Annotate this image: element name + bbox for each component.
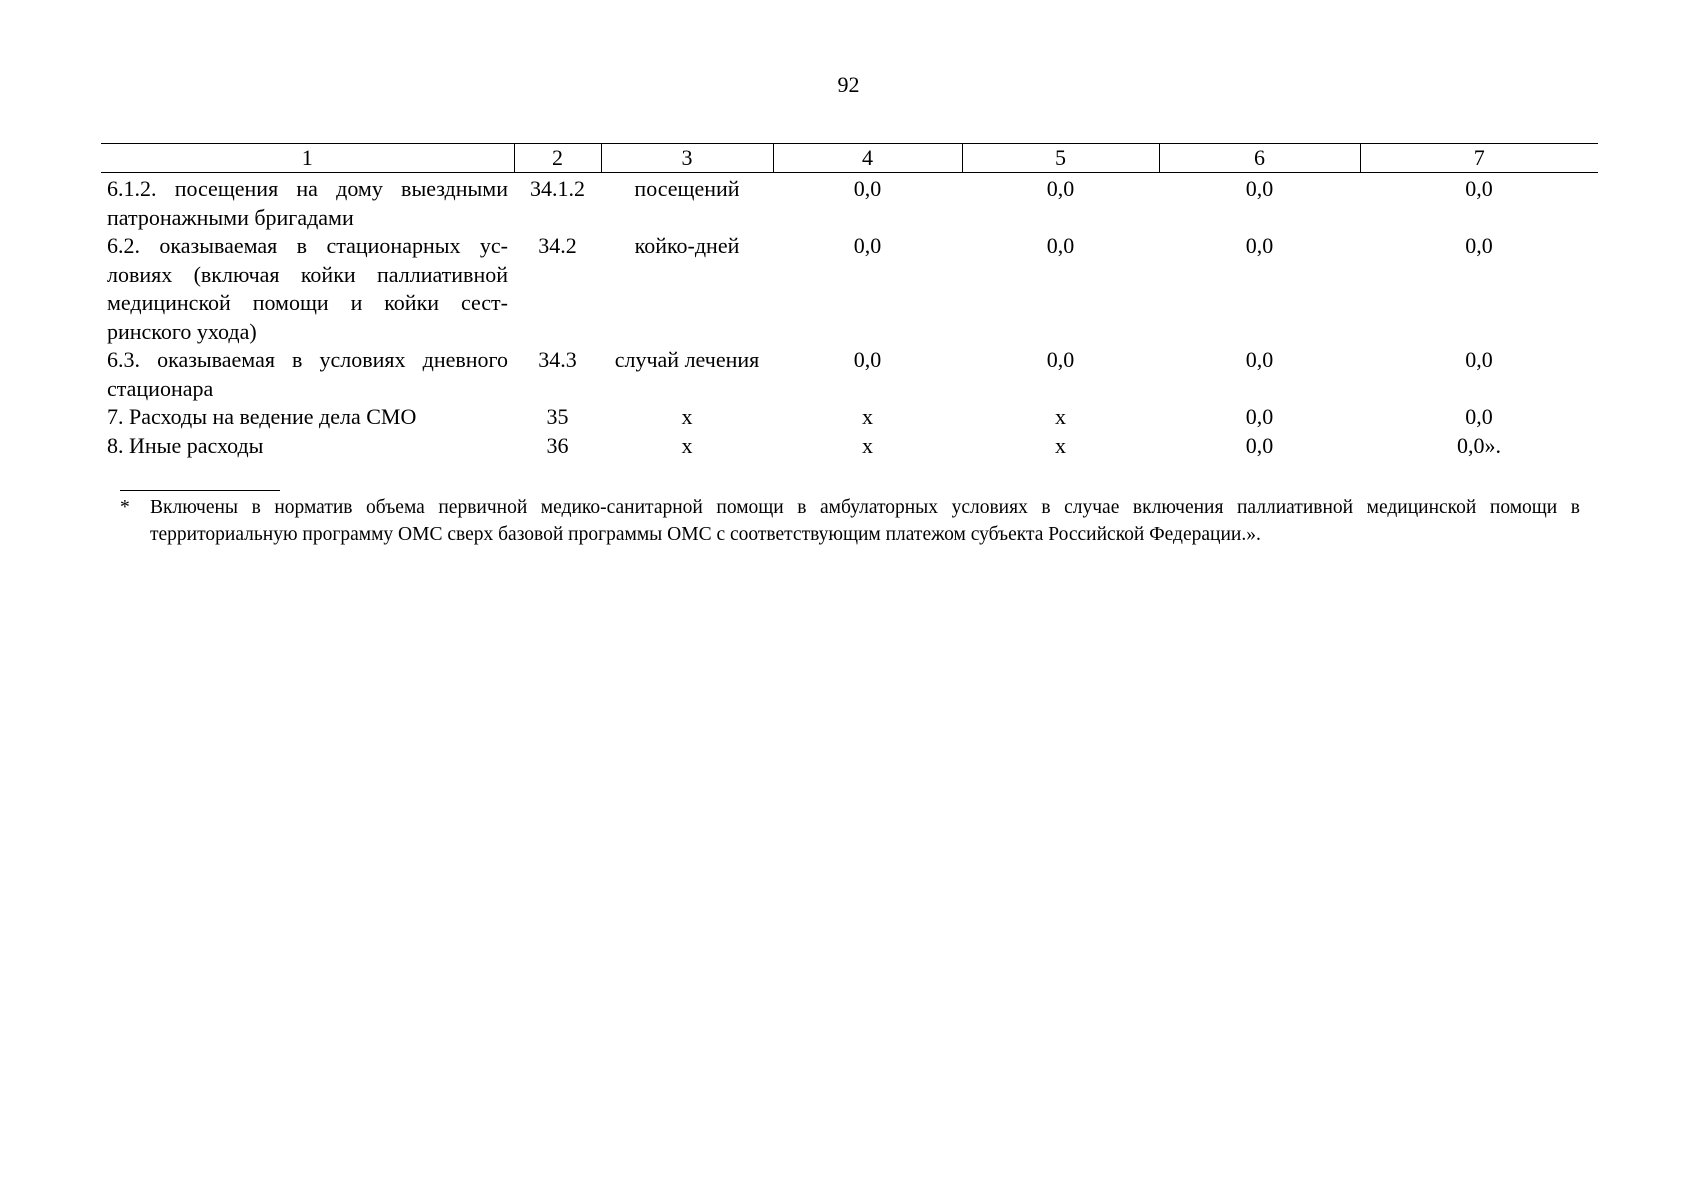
row-code: 35 bbox=[546, 404, 569, 429]
row-value-col6: 0,0 bbox=[1245, 233, 1274, 258]
row-unit: х bbox=[681, 404, 693, 429]
row-value-col7: 0,0 bbox=[1465, 176, 1493, 201]
table-row bbox=[101, 346, 1598, 403]
row-code: 36 bbox=[546, 432, 569, 458]
row-value-col5: 0,0 bbox=[1046, 347, 1075, 372]
row-value-col4: 0,0 bbox=[853, 176, 882, 201]
column-header: 6 bbox=[1159, 144, 1360, 173]
footnote-mark: * bbox=[120, 497, 130, 518]
row-value-col5: х bbox=[1055, 432, 1066, 458]
row-value-col6: 0,0 bbox=[1245, 432, 1274, 458]
row-value-col4: 0,0 bbox=[853, 233, 882, 258]
table-row bbox=[101, 403, 1598, 432]
footnote-separator bbox=[120, 490, 280, 491]
row-unit: случай лечения bbox=[614, 347, 760, 372]
row-name: 6.1.2. посещения на дому выездными патронажными бригадами bbox=[107, 176, 508, 230]
row-value-col7: 0,0». bbox=[1457, 432, 1501, 458]
table-row bbox=[101, 432, 1598, 461]
row-code: 34.2 bbox=[538, 233, 577, 258]
row-code: 34.1.2 bbox=[530, 176, 585, 201]
row-unit: койко-дней bbox=[634, 233, 740, 258]
column-header: 5 bbox=[962, 144, 1159, 173]
row-value-col4: х bbox=[862, 432, 873, 458]
row-value-col7: 0,0 bbox=[1465, 233, 1493, 258]
data-table bbox=[101, 143, 1598, 460]
row-value-col5: 0,0 bbox=[1046, 233, 1075, 258]
column-header: 3 bbox=[601, 144, 773, 173]
table-header-row bbox=[101, 144, 1598, 173]
column-header: 2 bbox=[514, 144, 601, 173]
row-value-col7: 0,0 bbox=[1465, 404, 1493, 429]
footnote-text: Включены в норматив объема первичной медико-санитарной помощи в амбулаторных условиях в случае включения паллиативной медицинской помощи в территориальную программу ОМС сверх базовой программы ОМС с соответствующим платежом субъекта Российской Федерации.». bbox=[150, 497, 1580, 545]
row-value-col6: 0,0 bbox=[1245, 404, 1274, 429]
row-name: 6.3. оказываемая в условиях дневного стационара bbox=[107, 347, 508, 401]
footnote bbox=[120, 494, 1580, 548]
row-value-col4: х bbox=[862, 404, 873, 429]
row-value-col7: 0,0 bbox=[1465, 347, 1493, 372]
row-value-col6: 0,0 bbox=[1245, 347, 1274, 372]
column-header: 4 bbox=[773, 144, 962, 173]
row-value-col5: х bbox=[1055, 404, 1066, 429]
page-number: 92 bbox=[837, 72, 860, 97]
row-name: 7. Расходы на ведение дела СМО bbox=[107, 404, 417, 429]
row-value-col6: 0,0 bbox=[1245, 176, 1274, 201]
row-unit: посещений bbox=[634, 176, 740, 201]
row-code: 34.3 bbox=[538, 347, 577, 372]
column-header: 7 bbox=[1360, 144, 1598, 173]
table-row bbox=[101, 232, 1598, 346]
table-row bbox=[101, 173, 1598, 233]
row-value-col5: 0,0 bbox=[1046, 176, 1075, 201]
row-value-col4: 0,0 bbox=[853, 347, 882, 372]
row-unit: х bbox=[681, 432, 693, 458]
row-name: 8. Иные расходы bbox=[107, 432, 264, 458]
row-name: 6.2. оказываемая в стационарных условиях (включая койки паллиативной медицинской помощи и койки сестринского ухода) bbox=[107, 233, 508, 344]
column-header: 1 bbox=[101, 144, 514, 173]
